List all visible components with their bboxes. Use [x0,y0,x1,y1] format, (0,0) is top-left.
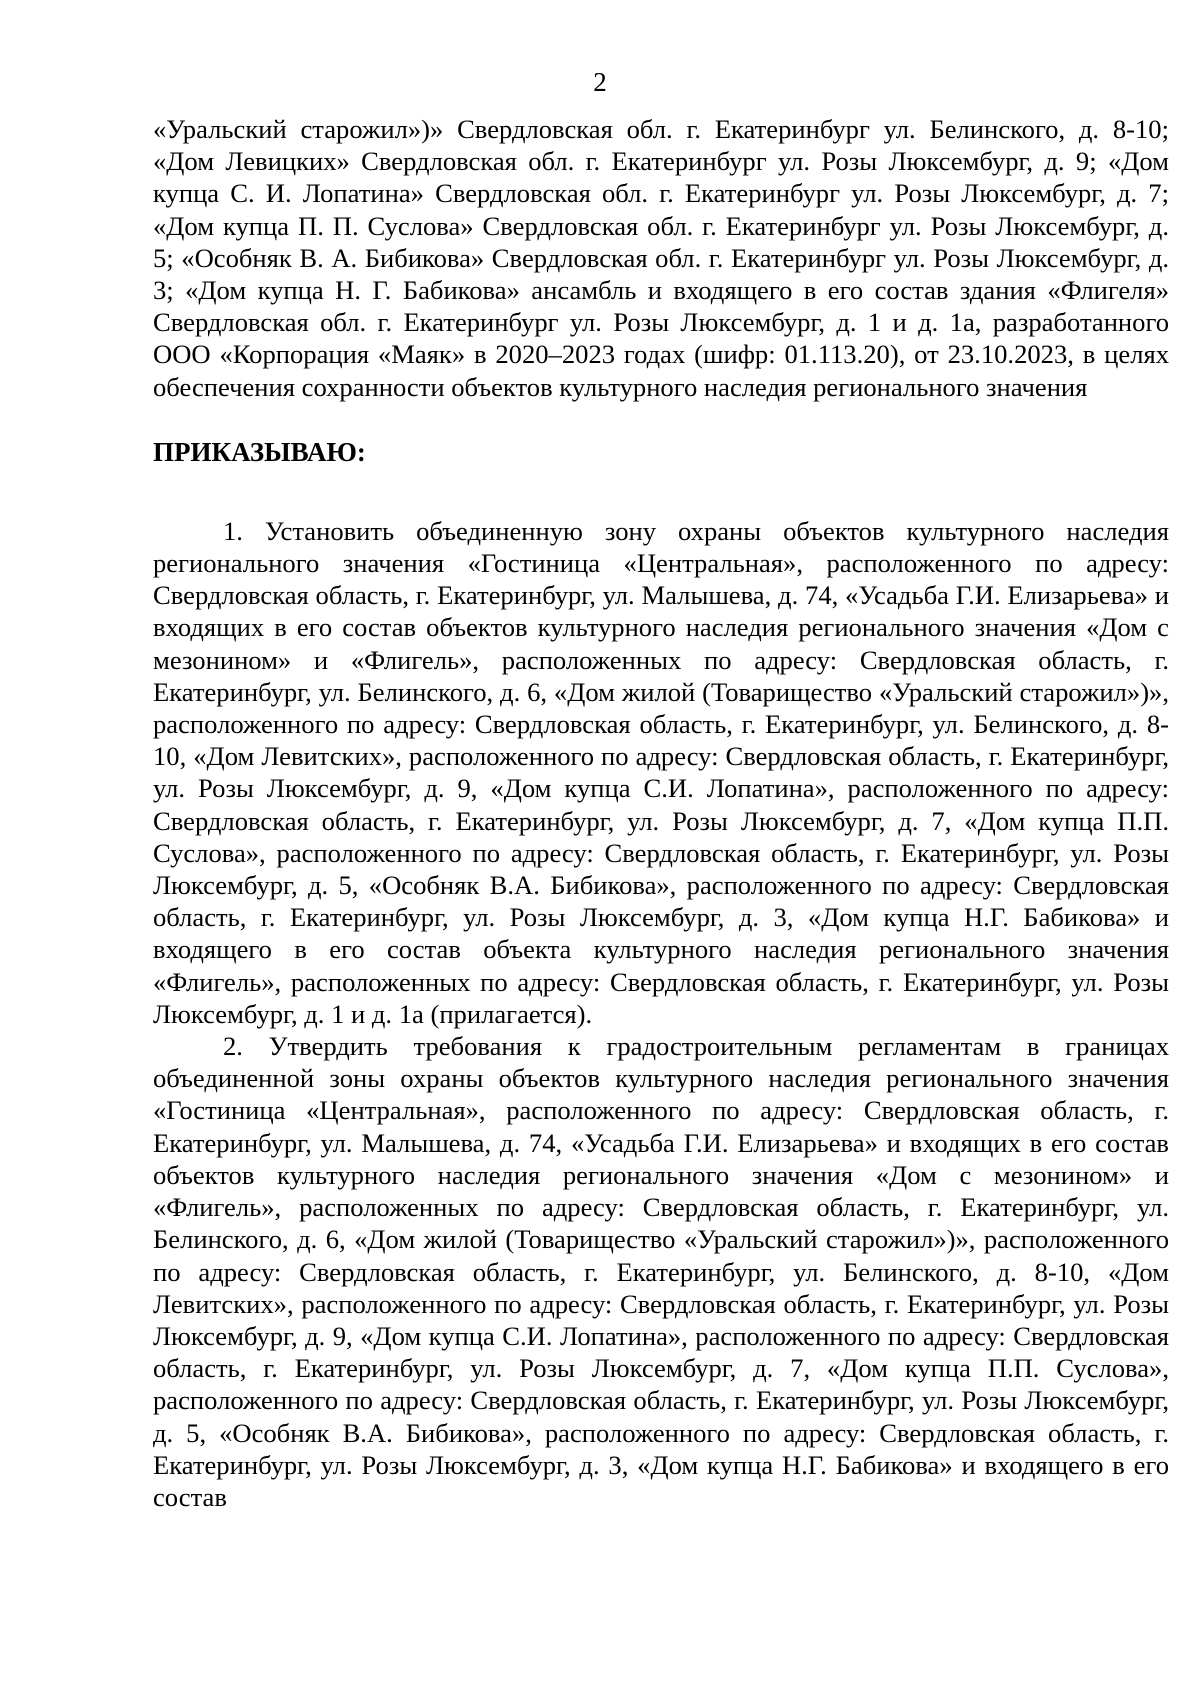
order-item-1: 1. Установить объединенную зону охраны объектов культурного наследия регионального значения «Гостиница «Центральная», расположенного по адресу: Свердловская область, г. Екатеринбург, ул. Малышева, д. 74, «Усадьба Г.И. Елизарьева» и входящих в его состав объектов культурного наследия регионального значения «Дом с мезонином» и «Флигель», расположенных по адресу: Свердловская область, г. Екатеринбург, ул. Белинского, д. 6, «Дом жилой (Товарищество «Уральский старожил»)», расположенного по адресу: Свердловская область, г. Екатеринбург, ул. Белинского, д. 8-10, «Дом Левитских», расположенного по адресу: Свердловская область, г. Екатеринбург, ул. Розы Люксембург, д. 9, «Дом купца С.И. Лопатина», расположенного по адресу: Свердловская область, г. Екатеринбург, ул. Розы Люксембург, д. 7, «Дом купца П.П. Суслова», расположенного по адресу: Свердловская область, г. Екатеринбург, ул. Розы Люксембург, д. 5, «Особняк В.А. Бибикова», расположенного по адресу: Свердловская область, г. Екатеринбург, ул. Розы Люксембург, д. 3, «Дом купца Н.Г. Бабикова» и входящего в его состав объекта культурного наследия регионального значения «Флигель», расположенных по адресу: Свердловская область, г. Екатеринбург, ул. Розы Люксембург, д. 1 и д. 1а (прилагается). [153,515,1169,1029]
document-body [153,113,1169,1513]
intro-paragraph: «Уральский старожил»)» Свердловская обл. г. Екатеринбург ул. Белинского, д. 8-10; «Дом Левицких» Свердловская обл. г. Екатеринбург ул. Розы Люксембург, д. 9; «Дом купца С. И. Лопатина» Свердловская обл. г. Екатеринбург ул. Розы Люксембург, д. 7; «Дом купца П. П. Суслова» Свердловская обл. г. Екатеринбург ул. Розы Люксембург, д. 5; «Особняк В. А. Бибикова» Свердловская обл. г. Екатеринбург ул. Розы Люксембург, д. 3; «Дом купца Н. Г. Бабикова» ансамбль и входящего в его состав здания «Флигеля» Свердловская обл. г. Екатеринбург ул. Розы Люксембург, д. 1 и д. 1а, разработанного ООО «Корпорация «Маяк» в 2020–2023 годах (шифр: 01.113.20), от 23.10.2023, в целях обеспечения сохранности объектов культурного наследия регионального значения [153,114,1169,402]
order-heading: ПРИКАЗЫВАЮ: [153,436,366,467]
page-number: 2 [593,67,607,97]
order-item-2: 2. Утвердить требования к градостроительным регламентам в границах объединенной зоны охраны объектов культурного наследия регионального значения «Гостиница «Центральная», расположенного по адресу: Свердловская область, г. Екатеринбург, ул. Малышева, д. 74, «Усадьба Г.И. Елизарьева» и входящих в его состав объектов культурного наследия регионального значения «Дом с мезонином» и «Флигель», расположенных по адресу: Свердловская область, г. Екатеринбург, ул. Белинского, д. 6, «Дом жилой (Товарищество «Уральский старожил»)», расположенного по адресу: Свердловская область, г. Екатеринбург, ул. Белинского, д. 8-10, «Дом Левитских», расположенного по адресу: Свердловская область, г. Екатеринбург, ул. Розы Люксембург, д. 9, «Дом купца С.И. Лопатина», расположенного по адресу: Свердловская область, г. Екатеринбург, ул. Розы Люксембург, д. 7, «Дом купца П.П. Суслова», расположенного по адресу: Свердловская область, г. Екатеринбург, ул. Розы Люксембург, д. 5, «Особняк В.А. Бибикова», расположенного по адресу: Свердловская область, г. Екатеринбург, ул. Розы Люксембург, д. 3, «Дом купца Н.Г. Бабикова» и входящего в его состав [153,1031,1169,1512]
